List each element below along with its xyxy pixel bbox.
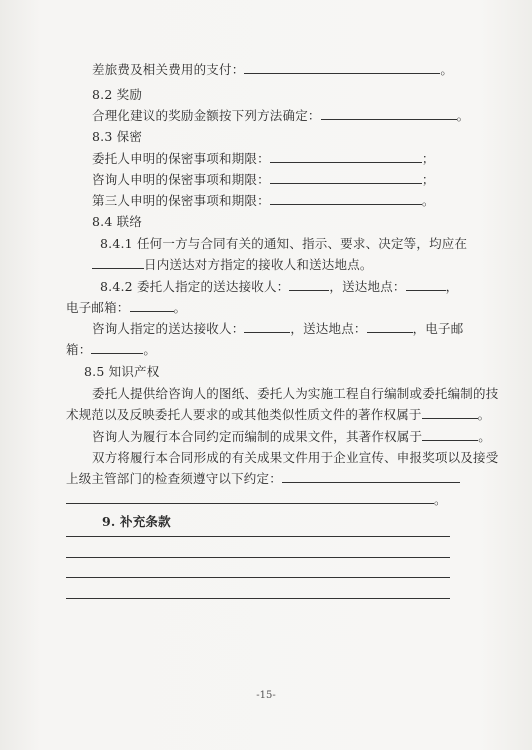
supplementary-line-4 — [66, 598, 450, 599]
client-confidential-blank — [270, 161, 422, 163]
page-number: -15- — [256, 690, 276, 701]
travel-expenses-line: 差旅费及相关费用的支付： 。 — [92, 62, 454, 77]
third-party-confidential-line: 第三人申明的保密事项和期限： 。 — [92, 193, 435, 208]
client-email-blank — [130, 310, 174, 312]
client-email-line: 电子邮箱： 。 — [66, 300, 187, 315]
supplementary-line-1 — [66, 536, 450, 537]
reward-method-blank — [321, 118, 457, 120]
clause-8-4-1-line-2: 日内送达对方指定的接收人和送达地点。 — [92, 255, 373, 273]
delivery-days-blank — [92, 267, 144, 269]
client-receiver-blank — [289, 289, 329, 291]
clause-8-5-3-line-3: 。 — [66, 490, 447, 508]
reward-method-line: 合理化建议的奖励金额按下列方法确定： 。 — [92, 108, 470, 123]
consultant-confidential-label: 咨询人申明的保密事项和期限： — [92, 172, 270, 187]
client-email-label: 电子邮箱： — [66, 300, 130, 315]
consultant-confidential-blank — [270, 182, 422, 184]
usage-agreement-blank-2 — [66, 502, 434, 504]
client-docs-copyright-blank — [422, 417, 478, 419]
reward-method-label: 合理化建议的奖励金额按下列方法确定： — [92, 108, 321, 123]
clause-8-5-2-line: 咨询人为履行本合同约定而编制的成果文件，其著作权属于 。 — [92, 429, 491, 444]
client-receiver-label: 8.4.2 委托人指定的送达接收人： — [100, 279, 290, 294]
clause-8-5-3-line-2: 上级主管部门的检查须遵守以下约定： — [66, 469, 460, 487]
travel-expenses-blank — [244, 72, 440, 74]
clause-8-5-3-line-1: 双方将履行本合同形成的有关成果文件用于企业宣传、申报奖项以及接受 — [92, 450, 499, 465]
consultant-confidential-line: 咨询人申明的保密事项和期限： ； — [92, 172, 435, 187]
section-8-2-heading: 8.2 奖励 — [92, 87, 143, 102]
consultant-email-blank — [91, 352, 143, 354]
consultant-receiver-blank — [244, 331, 290, 333]
clause-8-5-1-line-1: 委托人提供给咨询人的图纸、委托人为实施工程自行编制或委托编制的技 — [92, 386, 499, 401]
usage-agreement-blank-1 — [282, 481, 460, 483]
clause-8-4-1-line-1: 8.4.1 任何一方与合同有关的通知、指示、要求、决定等，均应在 — [100, 236, 468, 251]
third-party-confidential-label: 第三人申明的保密事项和期限： — [92, 193, 270, 208]
consultant-receiver-label: 咨询人指定的送达接收人： — [92, 321, 245, 336]
clause-8-4-2-client-line: 8.4.2 委托人指定的送达接收人： ，送达地点： ， — [100, 279, 459, 294]
client-address-blank — [406, 289, 446, 291]
supplementary-line-2 — [66, 557, 450, 558]
section-8-3-heading: 8.3 保密 — [92, 129, 143, 144]
travel-expenses-label: 差旅费及相关费用的支付： — [92, 62, 245, 77]
clause-8-5-1-line-2: 术规范以及反映委托人要求的或其他类似性质文件的著作权属于 。 — [66, 407, 491, 422]
client-confidential-line: 委托人申明的保密事项和期限： ； — [92, 151, 435, 166]
consultant-email-label: 箱： — [66, 342, 92, 357]
consultant-receiver-line: 咨询人指定的送达接收人： ，送达地点： ，电子邮 — [92, 321, 464, 336]
client-confidential-label: 委托人申明的保密事项和期限： — [92, 151, 270, 166]
section-9-heading: 9. 补充条款 — [102, 514, 171, 529]
section-8-5-heading: 8.5 知识产权 — [84, 364, 160, 379]
consultant-address-blank — [367, 331, 413, 333]
third-party-confidential-blank — [270, 203, 422, 205]
consultant-email-line: 箱： 。 — [66, 342, 157, 357]
supplementary-line-3 — [66, 577, 450, 578]
section-8-4-heading: 8.4 联络 — [92, 214, 143, 229]
consultant-docs-copyright-blank — [422, 439, 478, 441]
